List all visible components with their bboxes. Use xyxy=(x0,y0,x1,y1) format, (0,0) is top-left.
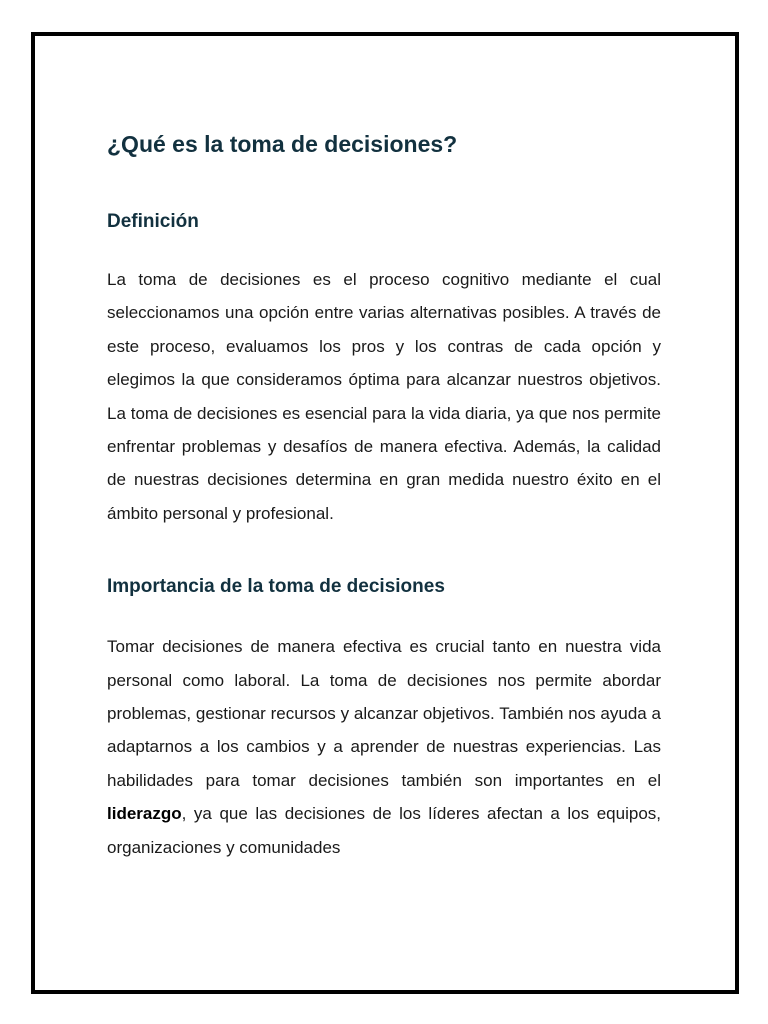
section-heading-definicion: Definición xyxy=(107,211,199,232)
section-importancia xyxy=(107,574,661,864)
section-paragraph-definicion: La toma de decisiones es el proceso cognitivo mediante el cual seleccionamos una opción entre varias alternativas posibles. A través de este proceso, evaluamos los pros y los contras de cada opción y elegimos la que consideramos óptima para alcanzar nuestros objetivos. La toma de decisiones es esencial para la vida diaria, ya que nos permite enfrentar problemas y desafíos de manera efectiva. Además, la calidad de nuestras decisiones determina en gran medida nuestro éxito en el ámbito personal y profesional. xyxy=(107,270,661,523)
section-paragraph-importancia xyxy=(107,630,661,864)
document-title: ¿Qué es la toma de decisiones? xyxy=(107,131,458,157)
bold-term-liderazgo: liderazgo xyxy=(107,804,182,824)
paragraph-text-before-bold: Tomar decisiones de manera efectiva es crucial tanto en nuestra vida personal como laboral. La toma de decisiones nos permite abordar problemas, gestionar recursos y alcanzar objetivos. También nos ayuda a adaptarnos a los cambios y a aprender de nuestras experiencias. Las habilidades para tomar decisiones también son importantes en el xyxy=(107,637,661,790)
section-definicion xyxy=(107,209,661,530)
section-heading-importancia: Importancia de la toma de decisiones xyxy=(107,576,445,598)
paragraph-text-after-bold: , ya que las decisiones de los líderes afectan a los equipos, organizaciones y comunidades xyxy=(107,804,661,857)
document-content xyxy=(107,128,661,864)
